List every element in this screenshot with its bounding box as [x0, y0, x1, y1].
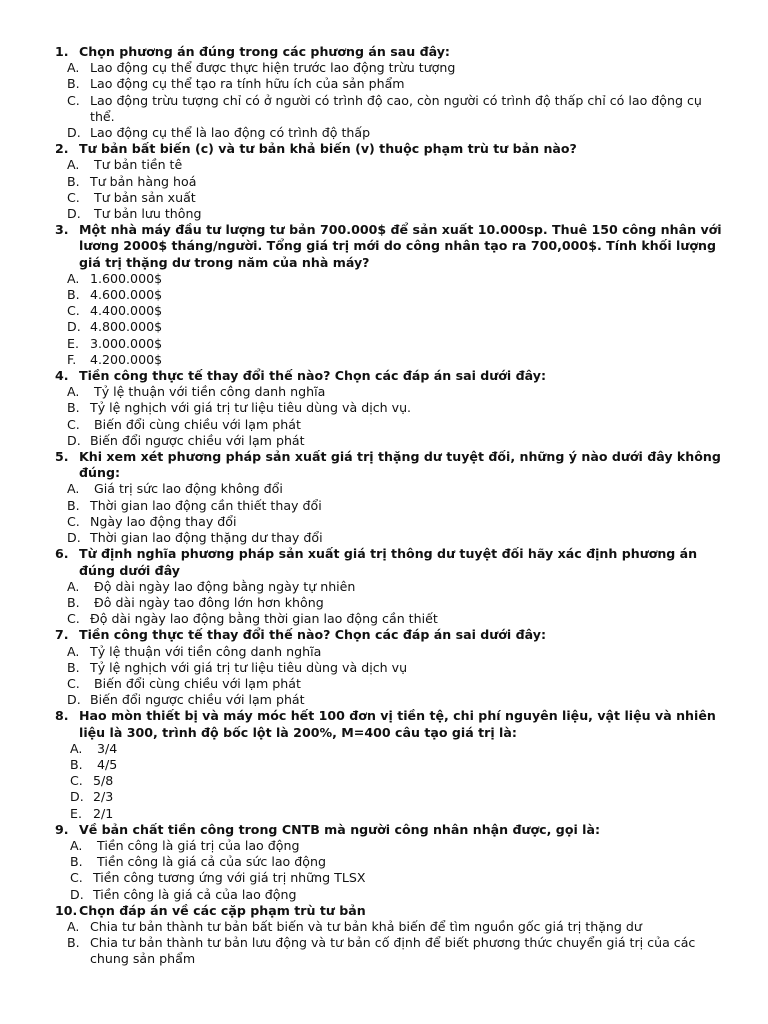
question-heading — [0, 627, 768, 643]
question-number: 5. — [55, 449, 69, 465]
option-text: Tiền công là giá cả của lao động — [93, 886, 297, 902]
option-text: Tiền công là giá cả của sức lao động — [93, 854, 326, 870]
answer-option — [0, 174, 768, 190]
question-number: 10. — [55, 902, 78, 918]
question-7 — [0, 627, 768, 708]
answer-option — [0, 481, 768, 497]
option-letter: E. — [70, 805, 82, 821]
answer-option — [0, 271, 768, 287]
option-text: 4/5 — [93, 756, 118, 772]
option-letter: A. — [70, 740, 83, 756]
option-text: Tư bản lưu thông — [90, 206, 202, 222]
question-text: Từ định nghĩa phương pháp sản xuất giá trị thông dư tuyệt đối hãy xác định phương án đúng dưới đây — [79, 546, 698, 578]
question-text: Hao mòn thiết bị và máy móc hết 100 đơn vị tiền tệ, chi phí nguyên liệu, vật liệu và nhiên liệu là 300, trình độ bốc lột là 200%, M=400 câu tạo giá trị là: — [79, 708, 716, 740]
option-letter: B. — [67, 497, 80, 513]
option-text: Tiền công là giá trị của lao động — [93, 837, 300, 853]
question-text: Khi xem xét phương pháp sản xuất giá trị thặng dư tuyệt đối, những ý nào dưới đây không đúng: — [79, 449, 721, 481]
option-letter: D. — [67, 432, 81, 448]
option-text: Tư bản tiền tê — [90, 157, 183, 173]
option-letter: A. — [70, 837, 83, 853]
option-text: 5/8 — [93, 773, 114, 789]
answer-option — [0, 514, 768, 530]
option-text: 4.600.000$ — [90, 287, 163, 303]
answer-option — [0, 530, 768, 546]
option-text: 4.400.000$ — [90, 303, 163, 319]
option-letter: A. — [67, 918, 80, 934]
question-text: Chọn đáp án về các cặp phạm trù tư bản — [79, 902, 366, 918]
option-letter: D. — [67, 692, 81, 708]
question-heading — [0, 903, 768, 919]
option-letter: A. — [67, 157, 80, 173]
document-page — [0, 44, 768, 968]
option-letter: B. — [67, 659, 80, 675]
option-text: Lao động cụ thể được thực hiện trước lao động trừu tượng — [90, 60, 456, 76]
option-text: Độ dài ngày lao động bằng thời gian lao động cần thiết — [90, 611, 438, 627]
option-text: Tỷ lệ thuận với tiền công danh nghĩa — [90, 643, 322, 659]
question-heading — [0, 44, 768, 60]
option-letter: C. — [67, 92, 80, 108]
option-letter: B. — [67, 287, 80, 303]
option-text: 4.200.000$ — [90, 351, 163, 367]
question-number: 7. — [55, 627, 69, 643]
answer-option — [0, 76, 768, 92]
answer-option — [0, 757, 768, 773]
option-text: Giá trị sức lao động không đổi — [90, 481, 283, 497]
answer-option — [0, 854, 768, 870]
option-letter: B. — [70, 756, 83, 772]
option-letter: A. — [67, 481, 80, 497]
option-letter: E. — [67, 335, 79, 351]
question-heading — [0, 449, 768, 481]
option-text: Biến đổi ngược chiều với lạm phát — [90, 692, 305, 708]
question-8 — [0, 708, 768, 821]
question-number: 2. — [55, 141, 69, 157]
answer-option — [0, 919, 768, 935]
question-4 — [0, 368, 768, 449]
option-text: Lao động cụ thể là lao động có trình độ thấp — [90, 125, 371, 141]
option-letter: A. — [67, 60, 80, 76]
option-text: Chia tư bản thành tư bản bất biến và tư bản khả biến để tìm nguồn gốc giá trị thặng dư — [90, 918, 642, 934]
option-text: 1.600.000$ — [90, 270, 163, 286]
option-letter: A. — [67, 578, 80, 594]
option-text: Chia tư bản thành tư bản lưu động và tư bản cố định để biết phương thức chuyển giá trị của các chung sản phẩm — [90, 935, 700, 967]
option-text: Thời gian lao động thặng dư thay đổi — [90, 530, 323, 546]
question-heading — [0, 141, 768, 157]
option-text: Lao động cụ thể tạo ra tính hữu ích của sản phẩm — [90, 76, 405, 92]
option-text: Tư bản hàng hoá — [90, 173, 197, 189]
option-letter: D. — [67, 125, 81, 141]
answer-option — [0, 789, 768, 805]
answer-option — [0, 60, 768, 76]
option-text: Tư bản sản xuất — [90, 189, 196, 205]
option-text: Biến đổi cùng chiều với lạm phát — [90, 675, 301, 691]
option-text: Tỷ lệ nghịch với giá trị tư liệu tiêu dùng và dịch vụ — [90, 659, 408, 675]
answer-option — [0, 692, 768, 708]
question-5 — [0, 449, 768, 546]
question-number: 6. — [55, 546, 69, 562]
answer-option — [0, 660, 768, 676]
answer-option — [0, 157, 768, 173]
question-number: 9. — [55, 821, 69, 837]
answer-option — [0, 806, 768, 822]
option-letter: C. — [67, 303, 80, 319]
answer-option — [0, 595, 768, 611]
option-letter: A. — [67, 384, 80, 400]
question-heading — [0, 222, 768, 271]
question-heading — [0, 822, 768, 838]
answer-option — [0, 870, 768, 886]
option-text: Độ dài ngày lao động bằng ngày tự nhiên — [90, 578, 356, 594]
option-letter: B. — [67, 400, 80, 416]
question-9 — [0, 822, 768, 903]
answer-option — [0, 579, 768, 595]
option-letter: C. — [67, 416, 80, 432]
answer-option — [0, 336, 768, 352]
answer-option — [0, 287, 768, 303]
option-text: 2/1 — [93, 805, 114, 821]
option-letter: D. — [67, 319, 81, 335]
option-text: Tỷ lệ thuận với tiền công danh nghĩa — [90, 384, 326, 400]
option-text: 3/4 — [93, 740, 118, 756]
question-number: 3. — [55, 222, 69, 238]
question-2 — [0, 141, 768, 222]
option-letter: C. — [70, 773, 83, 789]
answer-option — [0, 676, 768, 692]
option-text: Đô dài ngày tao đông lớn hơn không — [90, 594, 324, 610]
option-letter: D. — [67, 206, 81, 222]
answer-option — [0, 773, 768, 789]
answer-option — [0, 741, 768, 757]
option-letter: D. — [70, 789, 84, 805]
option-letter: A. — [67, 270, 80, 286]
answer-option — [0, 384, 768, 400]
answer-option — [0, 887, 768, 903]
option-letter: B. — [70, 854, 83, 870]
question-1 — [0, 44, 768, 141]
question-heading — [0, 368, 768, 384]
question-text: Tiền công thực tế thay đổi thế nào? Chọn các đáp án sai dưới đây: — [79, 627, 546, 643]
option-letter: C. — [70, 870, 83, 886]
question-text: Tiền công thực tế thay đổi thế nào? Chọn các đáp án sai dưới đây: — [79, 368, 546, 384]
option-letter: C. — [67, 189, 80, 205]
option-text: Biến đổi ngược chiều với lạm phát — [90, 432, 305, 448]
option-letter: D. — [70, 886, 84, 902]
option-letter: A. — [67, 643, 80, 659]
option-letter: C. — [67, 675, 80, 691]
option-text: Lao động trừu tượng chỉ có ở người có trình độ cao, còn người có trình độ thấp chỉ có lao động cụ thể. — [90, 92, 706, 124]
answer-option — [0, 935, 768, 967]
option-text: Ngày lao động thay đổi — [90, 513, 237, 529]
option-text: 3.000.000$ — [90, 335, 163, 351]
option-text: Tiền công tương ứng với giá trị những TLSX — [93, 870, 366, 886]
answer-option — [0, 206, 768, 222]
option-letter: D. — [67, 530, 81, 546]
option-text: 2/3 — [93, 789, 114, 805]
option-text: Tỷ lệ nghịch với giá trị tư liệu tiêu dùng và dịch vụ. — [90, 400, 412, 416]
option-letter: B. — [67, 76, 80, 92]
option-text: Thời gian lao động cần thiết thay đổi — [90, 497, 322, 513]
question-heading — [0, 708, 768, 740]
answer-option — [0, 400, 768, 416]
answer-option — [0, 644, 768, 660]
answer-option — [0, 190, 768, 206]
question-6 — [0, 546, 768, 627]
answer-option — [0, 498, 768, 514]
answer-option — [0, 433, 768, 449]
question-text: Về bản chất tiền công trong CNTB mà người công nhân nhận được, gọi là: — [79, 821, 601, 837]
question-number: 1. — [55, 44, 69, 59]
answer-option — [0, 319, 768, 335]
option-letter: F. — [67, 351, 77, 367]
answer-option — [0, 125, 768, 141]
question-10 — [0, 903, 768, 968]
answer-option — [0, 352, 768, 368]
answer-option — [0, 838, 768, 854]
option-letter: B. — [67, 935, 80, 951]
answer-option — [0, 303, 768, 319]
question-text: Tư bản bất biến (c) và tư bản khả biến (v) thuộc phạm trù tư bản nào? — [79, 141, 577, 157]
question-text: Một nhà máy đầu tư lượng tư bản 700.000$ để sản xuất 10.000sp. Thuê 150 công nhân với lương 2000$ tháng/người. Tổng giá trị mới do công nhân tạo ra 700,000$. Tính khối lượng giá trị thặng dư trong năm của nhà máy? — [79, 222, 722, 270]
question-3 — [0, 222, 768, 368]
question-number: 4. — [55, 368, 69, 384]
option-letter: C. — [67, 611, 80, 627]
answer-option — [0, 93, 768, 125]
option-letter: C. — [67, 513, 80, 529]
question-text: Chọn phương án đúng trong các phương án sau đây: — [79, 44, 450, 59]
question-heading — [0, 546, 768, 578]
answer-option — [0, 417, 768, 433]
option-text: 4.800.000$ — [90, 319, 163, 335]
option-text: Biến đổi cùng chiều với lạm phát — [90, 416, 301, 432]
option-letter: B. — [67, 173, 80, 189]
answer-option — [0, 611, 768, 627]
question-number: 8. — [55, 708, 69, 724]
option-letter: B. — [67, 594, 80, 610]
